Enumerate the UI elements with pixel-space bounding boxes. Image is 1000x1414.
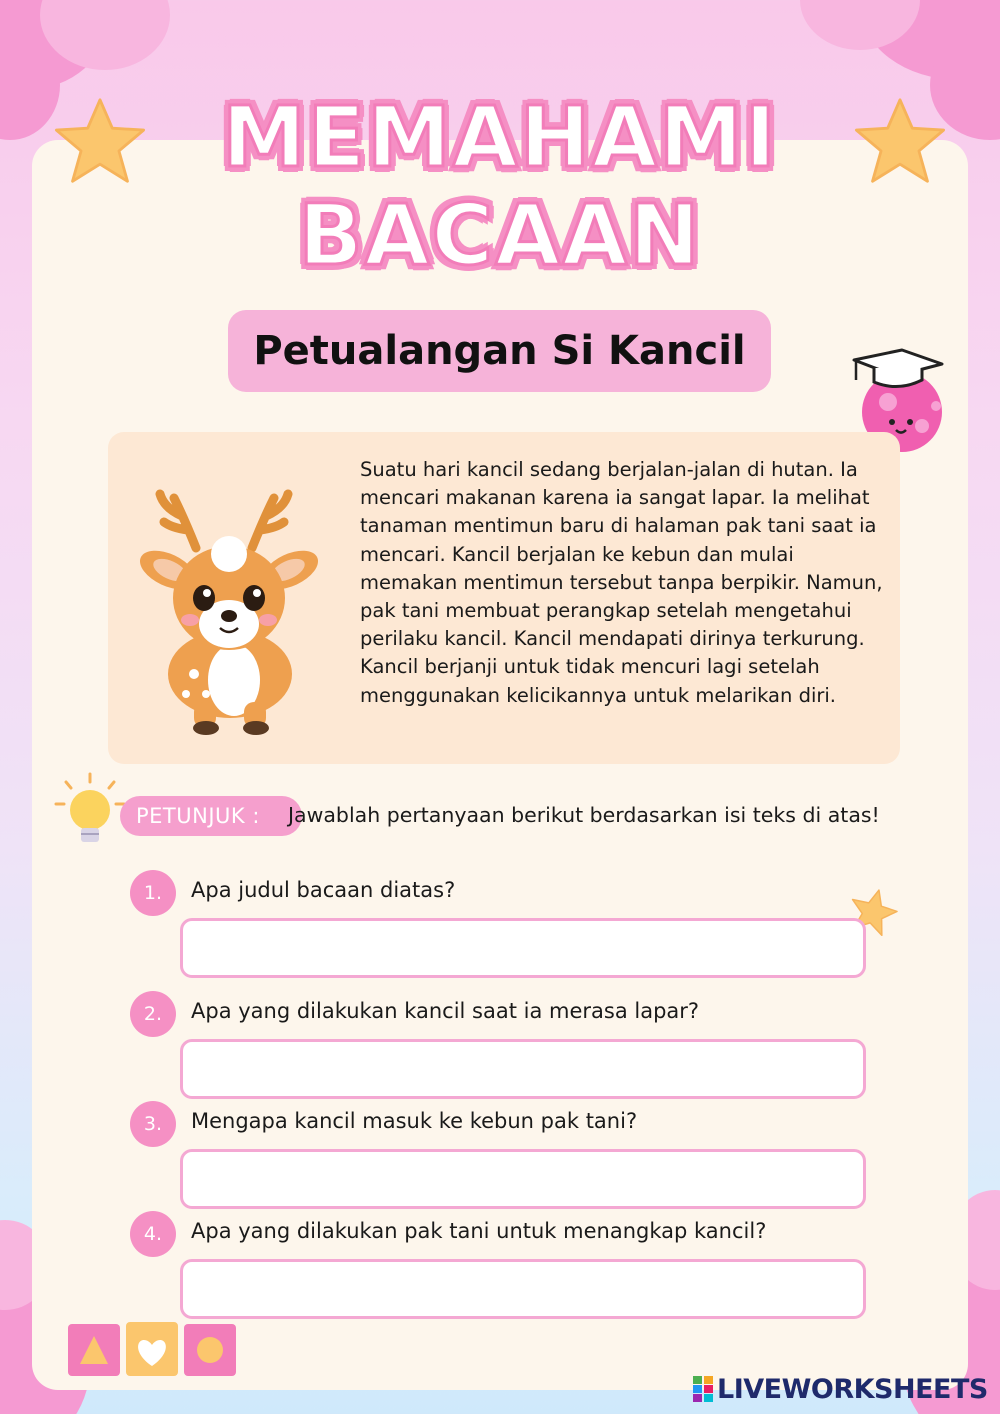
page-title-line-1: MEMAHAMI bbox=[222, 88, 778, 186]
page-title-line-2: BACAAN bbox=[298, 186, 702, 284]
question-text-1: Apa judul bacaan diatas? bbox=[191, 878, 456, 902]
instruction-text: Jawablah pertanyaan berikut berdasarkan isi teks di atas! bbox=[288, 803, 880, 827]
brand-name: LIVEWORKSHEETS bbox=[717, 1373, 988, 1405]
answer-field-1[interactable] bbox=[180, 918, 866, 978]
subtitle-banner bbox=[228, 310, 771, 392]
question-number-4: 4. bbox=[130, 1211, 176, 1257]
story-box bbox=[108, 432, 900, 764]
answer-field-4[interactable] bbox=[180, 1259, 866, 1319]
question-text-2: Apa yang dilakukan kancil saat ia merasa lapar? bbox=[191, 999, 700, 1023]
instruction-label: PETUNJUK : bbox=[136, 804, 260, 828]
question-number-1: 1. bbox=[130, 870, 176, 916]
lightbulb-icon bbox=[52, 772, 128, 852]
deer-illustration bbox=[134, 458, 324, 740]
puzzle-decoration bbox=[64, 1318, 240, 1382]
question-number-2: 2. bbox=[130, 991, 176, 1037]
question-number-3: 3. bbox=[130, 1101, 176, 1147]
question-text-4: Apa yang dilakukan pak tani untuk menangkap kancil? bbox=[191, 1219, 767, 1243]
question-text-3: Mengapa kancil masuk ke kebun pak tani? bbox=[191, 1109, 638, 1133]
answer-field-3[interactable] bbox=[180, 1149, 866, 1209]
brand-footer bbox=[692, 1372, 988, 1406]
story-title: Petualangan Si Kancil bbox=[253, 328, 746, 374]
answer-field-2[interactable] bbox=[180, 1039, 866, 1099]
liveworksheets-logo-icon bbox=[692, 1374, 714, 1404]
instruction-label-pill bbox=[120, 796, 302, 836]
story-paragraph: Suatu hari kancil sedang berjalan-jalan di hutan. Ia mencari makanan karena ia sangat lapar. Ia melihat tanaman mentimun baru di halaman pak tani saat ia mencari. Kancil berjalan ke kebun dan mulai memakan mentimun tersebut tanpa berpikir. Namun, pak tani membuat perangkap setelah mengetahui perilaku kancil. Kancil mendapati dirinya terkurung. Kancil berjanji untuk tidak mencuri lagi setelah menggunakan kelicikannya untuk melarikan diri. bbox=[360, 458, 883, 707]
